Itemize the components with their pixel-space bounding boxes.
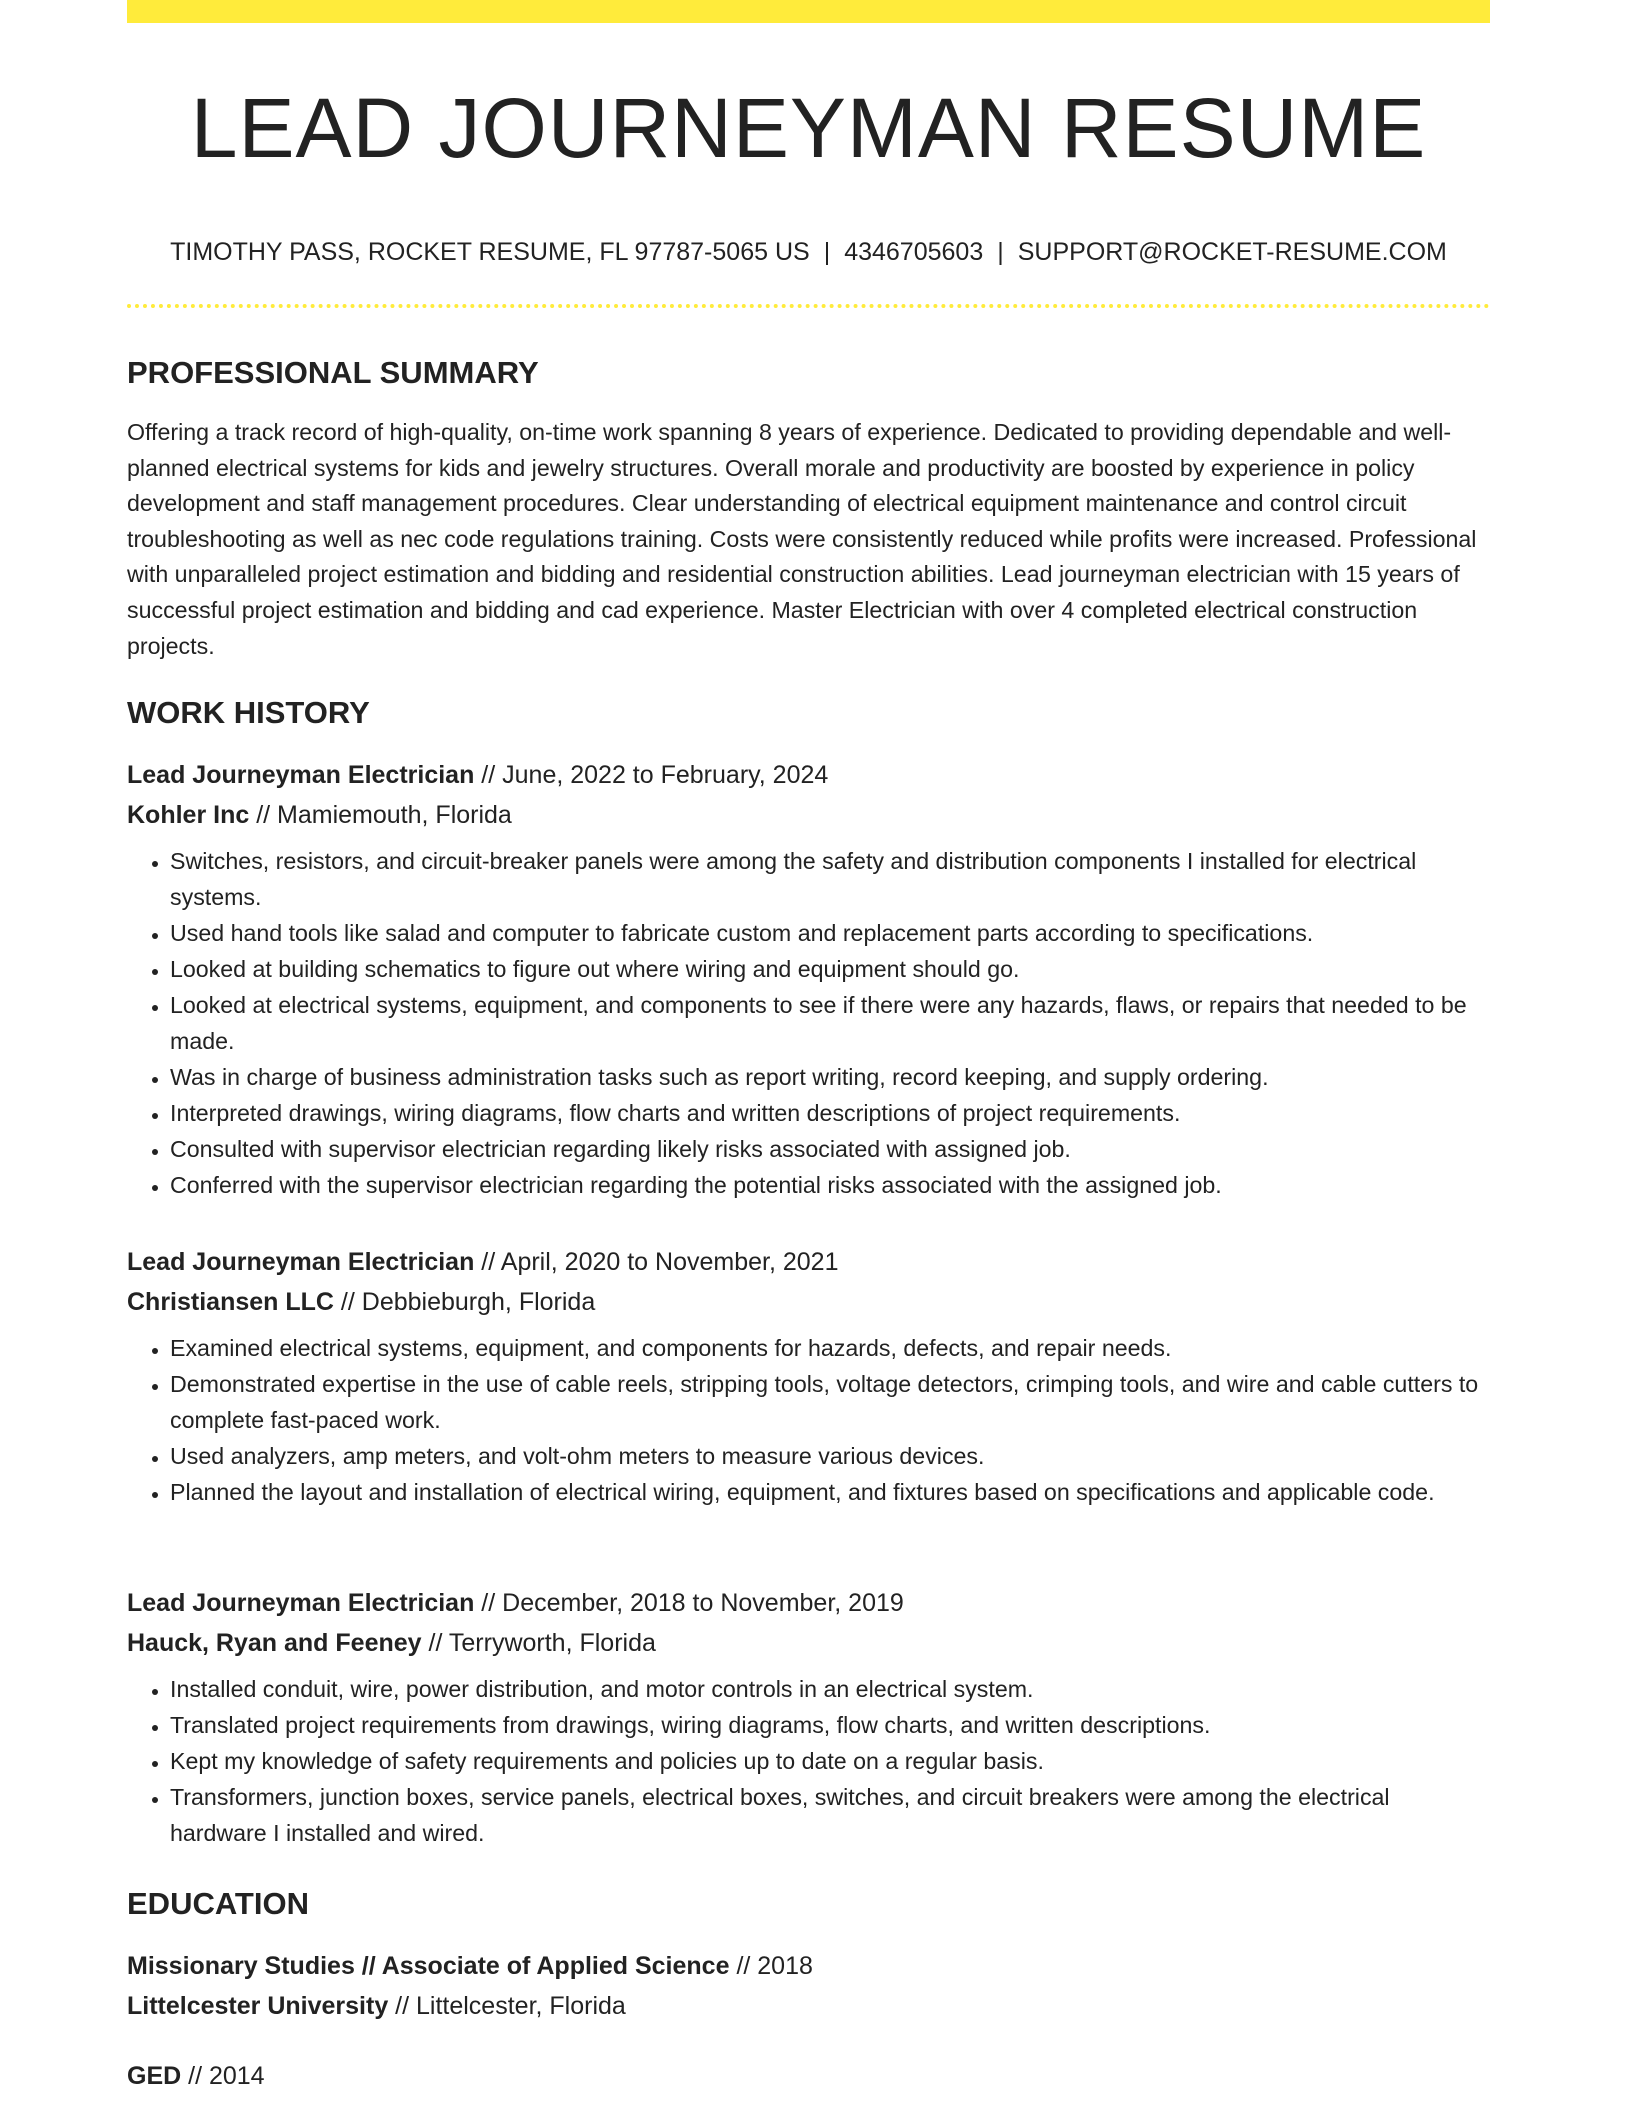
job-bullet: • Kept my knowledge of safety requirements and policies up to date on a regular basis. (170, 1743, 1490, 1779)
job-entry (127, 1583, 1490, 1851)
education-heading: EDUCATION (127, 1886, 309, 1921)
job-dates: // June, 2022 to February, 2024 (474, 761, 829, 789)
education-degree: Missionary Studies // Associate of Applied Science (127, 1952, 730, 1980)
job-company-line (127, 1282, 1490, 1322)
job-bullet: • Planned the layout and installation of electrical wiring, equipment, and fixtures based on specifications and applicable code. (170, 1474, 1490, 1510)
resume-title: LEAD JOURNEYMAN RESUME (190, 81, 1427, 175)
job-company: Christiansen LLC (127, 1288, 334, 1316)
education-degree: GED (127, 2062, 182, 2090)
job-title: Lead Journeyman Electrician (127, 1248, 475, 1276)
education-entry (127, 2056, 1490, 2096)
education-school-line (127, 1986, 1490, 2026)
job-bullet: • Used hand tools like salad and computer to fabricate custom and replacement parts according to specifications. (170, 915, 1490, 951)
summary-text: Offering a track record of high-quality, on-time work spanning 8 years of experience. Dedicated to providing dependable and well-planned electrical systems for kids and jewelry structures. Overall morale and productivity are boosted by experience in policy development and staff management procedures. Clear understanding of electrical equipment maintenance and control circuit troubleshooting as well as nec code regulations training. Costs were consistently reduced while profits were increased. Professional with unparalleled project estimation and bidding and residential construction abilities. Lead journeyman electrician with 15 years of successful project estimation and bidding and cad experience. Master Electrician with over 4 completed electrical construction projects. (127, 419, 1477, 659)
contact-line (127, 236, 1490, 268)
job-company: Kohler Inc (127, 801, 250, 829)
job-bullet: • Conferred with the supervisor electrician regarding the potential risks associated with the assigned job. (170, 1167, 1490, 1203)
job-entry (127, 755, 1490, 1203)
job-bullet: • Examined electrical systems, equipment, and components for hazards, defects, and repair needs. (170, 1330, 1490, 1366)
summary-heading: PROFESSIONAL SUMMARY (127, 355, 539, 390)
contact-separator: | (823, 238, 831, 266)
education-degree-line (127, 1946, 1490, 1986)
job-bullet: • Switches, resistors, and circuit-breaker panels were among the safety and distribution components I installed for electrical systems. (170, 843, 1490, 915)
education-location: // Littelcester, Florida (388, 1992, 626, 2020)
job-title: Lead Journeyman Electrician (127, 761, 475, 789)
education-entry (127, 1946, 1490, 2026)
job-title-line (127, 1242, 1490, 1282)
job-bullet: • Installed conduit, wire, power distribution, and motor controls in an electrical system. (170, 1671, 1490, 1707)
job-bullet: • Was in charge of business administration tasks such as report writing, record keeping, and supply ordering. (170, 1059, 1490, 1095)
top-accent-bar (127, 0, 1490, 23)
contact-email: SUPPORT@ROCKET-RESUME.COM (1017, 238, 1447, 266)
contact-separator: | (997, 238, 1004, 266)
job-dates: // December, 2018 to November, 2019 (474, 1589, 904, 1617)
education-year: // 2014 (181, 2062, 265, 2090)
job-bullet: • Looked at building schematics to figure out where wiring and equipment should go. (170, 951, 1490, 987)
job-bullet: • Used analyzers, amp meters, and volt-ohm meters to measure various devices. (170, 1438, 1490, 1474)
job-bullet: • Interpreted drawings, wiring diagrams, flow charts and written descriptions of project requirements. (170, 1095, 1490, 1131)
education-year: // 2018 (729, 1952, 813, 1980)
job-bullet: • Demonstrated expertise in the use of cable reels, stripping tools, voltage detectors, crimping tools, and wire and cable cutters to complete fast-paced work. (170, 1366, 1490, 1438)
job-location: // Terryworth, Florida (421, 1629, 656, 1657)
job-title: Lead Journeyman Electrician (127, 1589, 475, 1617)
job-bullet: • Consulted with supervisor electrician regarding likely risks associated with assigned job. (170, 1131, 1490, 1167)
job-location: // Mamiemouth, Florida (249, 801, 512, 829)
job-bullets (127, 1671, 1490, 1851)
job-bullet: • Transformers, junction boxes, service panels, electrical boxes, switches, and circuit breakers were among the electrical hardware I installed and wired. (170, 1779, 1490, 1851)
education-degree-line (127, 2056, 1490, 2096)
contact-address: TIMOTHY PASS, ROCKET RESUME, FL 97787-5065 US (170, 238, 810, 266)
job-bullet: • Translated project requirements from drawings, wiring diagrams, flow charts, and written descriptions. (170, 1707, 1490, 1743)
job-bullets (127, 843, 1490, 1203)
work-history-heading: WORK HISTORY (127, 695, 370, 730)
header-divider (127, 304, 1490, 308)
job-bullet: • Looked at electrical systems, equipment, and components to see if there were any hazards, flaws, or repairs that needed to be made. (170, 987, 1490, 1059)
job-location: // Debbieburgh, Florida (333, 1288, 596, 1316)
job-company-line (127, 1623, 1490, 1663)
education-school: Littelcester University (127, 1992, 389, 2020)
job-company-line (127, 795, 1490, 835)
job-company: Hauck, Ryan and Feeney (127, 1629, 422, 1657)
job-title-line (127, 755, 1490, 795)
contact-phone: 4346705603 (844, 238, 984, 266)
job-dates: // April, 2020 to November, 2021 (474, 1248, 839, 1276)
job-entry (127, 1242, 1490, 1510)
job-title-line (127, 1583, 1490, 1623)
job-bullets (127, 1330, 1490, 1510)
